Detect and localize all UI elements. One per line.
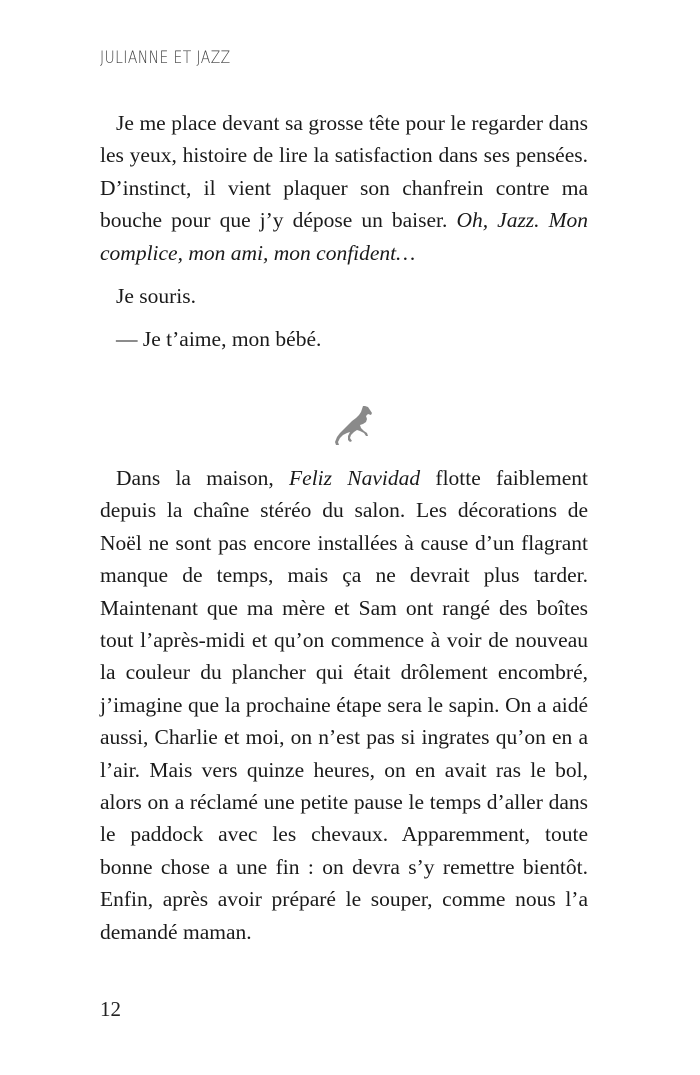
paragraph-house xyxy=(100,462,588,948)
paragraph-jazz-italic: Oh, Jazz. Mon complice, mon ami, mon confident… xyxy=(100,208,588,265)
paragraph-jazz xyxy=(100,107,588,269)
paragraph-house-rest: flotte faiblement depuis la chaîne stéréo du salon. Les décorations de Noël ne sont pas encore installées à cause d’un flagrant manque de temps, mais ça ne devrait plus tarder. Maintenant que ma mère et Sam ont rangé des boîtes tout l’après-midi et qu’on commence à voir de nouveau la couleur du plancher qui était drôlement encombré, j’imagine que la prochaine étape sera le sapin. On a aidé aussi, Charlie et moi, on n’est pas si ingrates qu’on en a l’air. Mais vers quinze heures, on en avait ras le bol, alors on a réclamé une petite pause le temps d’aller dans le paddock avec les chevaux. Apparemment, toute bonne chose a une fin : on devra s’y remettre bientôt. Enfin, après avoir préparé le souper, comme nous l’a demandé maman. xyxy=(100,466,588,944)
dialogue-line: — Je t’aime, mon bébé. xyxy=(116,327,322,352)
text-block-top xyxy=(100,107,588,356)
paragraph-house-start: Dans la maison, xyxy=(116,466,290,490)
paragraph-jazz-text: Je me place devant sa grosse tête pour le regarder dans les yeux, histoire de lire la satisfaction dans ses pensées. D’instinct, il vient plaquer son chanfrein contre ma bouche pour que j’y dépose un baiser. xyxy=(100,111,588,233)
page-number: 12 xyxy=(100,997,121,1021)
song-title: Feliz Navidad xyxy=(289,466,421,490)
horse-icon xyxy=(330,404,376,446)
text-block-bottom xyxy=(100,462,588,948)
paragraph-smile: Je souris. xyxy=(116,284,197,309)
running-head: JULIANNE ET JAZZ xyxy=(100,48,231,68)
